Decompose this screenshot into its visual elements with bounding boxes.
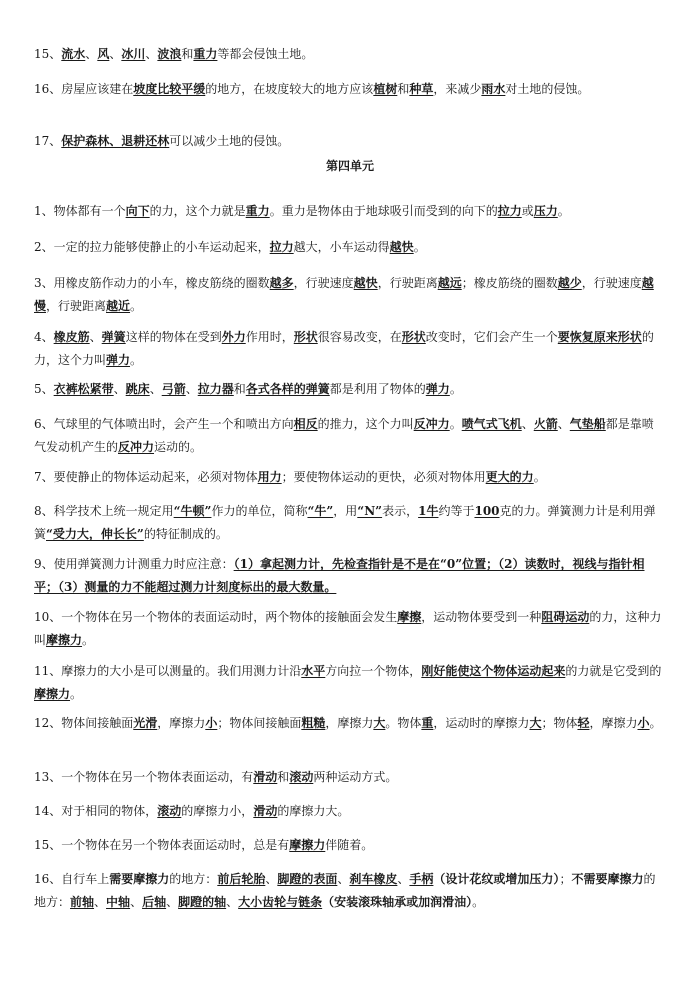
text-segment: 运动的。 <box>154 440 203 454</box>
text-segment: 很容易改变，在 <box>317 330 402 344</box>
text-segment: 表示， <box>382 504 419 518</box>
text-segment: 改变时，它们会产生一个 <box>425 330 558 344</box>
text-segment: 。物体 <box>385 716 422 730</box>
underlined-term: 大小齿轮与链条 <box>238 895 323 909</box>
paragraph-u4-11 <box>34 660 664 706</box>
text-segment: 的摩擦力小， <box>181 804 254 818</box>
text-segment: 的力，这个力叫 <box>34 330 654 367</box>
underlined-term: 压力 <box>533 204 558 218</box>
text-segment: 、 <box>265 872 278 886</box>
underlined-term: “牛” <box>307 504 334 518</box>
text-segment: ，运动物体要受到一种 <box>421 610 542 624</box>
underlined-term: 粗糙 <box>301 716 326 730</box>
text-segment: 或 <box>521 204 534 218</box>
text-segment: 。 <box>557 204 570 218</box>
text-segment: 、 <box>337 872 350 886</box>
underlined-term: 摩擦力 <box>34 687 71 701</box>
underlined-term: 滚动 <box>289 770 314 784</box>
paragraph-u4-3 <box>34 272 664 318</box>
text-segment: 。 <box>649 716 662 730</box>
text-segment: 6、气球里的气体喷出时，会产生一个和喷出方向 <box>34 417 294 431</box>
text-segment: 、 <box>521 417 534 431</box>
underlined-term: 大 <box>373 716 386 730</box>
underlined-term: 跳床 <box>125 382 150 396</box>
paragraph-u3-15 <box>34 43 664 66</box>
paragraph-u4-12 <box>34 712 664 735</box>
text-segment: ；橡皮筋绕的圈数 <box>461 276 558 290</box>
underlined-term: 反冲力 <box>413 417 450 431</box>
text-segment: 8、科学技术上统一规定用 <box>34 504 174 518</box>
text-segment: 和 <box>181 47 194 61</box>
underlined-term: 滑动 <box>253 770 278 784</box>
underlined-term: 越远 <box>437 276 462 290</box>
text-segment: 约等于 <box>438 504 475 518</box>
underlined-term: 越快 <box>353 276 378 290</box>
bold-text: （安装滚珠轴承或加润滑油） <box>322 895 473 909</box>
bold-text: 需要摩擦力 <box>109 872 170 886</box>
text-segment: 都是靠喷气发动机产生的 <box>34 417 654 454</box>
underlined-term: 手柄 <box>409 872 434 886</box>
underlined-term: 雨水 <box>481 82 506 96</box>
underlined-term: 更大的力 <box>485 470 534 484</box>
text-segment: 。 <box>130 353 143 367</box>
underlined-term: 形状 <box>401 330 426 344</box>
underlined-term: 拉力 <box>497 204 522 218</box>
text-segment: 3、用橡皮筋作动力的小车，橡皮筋绕的圈数 <box>34 276 270 290</box>
text-segment: ，行驶距离 <box>377 276 438 290</box>
underlined-term: 越快 <box>389 240 414 254</box>
text-segment: 、 <box>94 895 107 909</box>
text-segment: 、 <box>85 47 98 61</box>
underlined-term: 前后轮胎 <box>217 872 266 886</box>
underlined-term: 气垫船 <box>569 417 606 431</box>
underlined-term: （1）拿起测力计，先检查指针是不是在“0”位置；（2）读数时，视线与指针相平；（3）测量的力不能超过测力计刻度标出的最大数量。 <box>34 557 645 594</box>
underlined-term: 摩擦 <box>397 610 422 624</box>
underlined-term: 后轴 <box>142 895 167 909</box>
underlined-term: 植树 <box>373 82 398 96</box>
text-segment: 和 <box>233 382 246 396</box>
text-segment: ，运动时的摩擦力 <box>433 716 530 730</box>
text-segment: 11、摩擦力的大小是可以测量的。我们用测力计沿 <box>34 664 302 678</box>
text-segment: 、 <box>145 47 158 61</box>
text-segment: 2、一定的拉力能够使静止的小车运动起来， <box>34 240 270 254</box>
underlined-term: 橡皮筋 <box>53 330 90 344</box>
underlined-term: 脚蹬的轴 <box>178 895 227 909</box>
bold-text: 不需要摩擦力 <box>571 872 644 886</box>
text-segment: ，摩擦力 <box>157 716 206 730</box>
text-segment: 的力就是它受到的 <box>565 664 662 678</box>
text-segment: 、 <box>130 895 143 909</box>
underlined-term: 弹力 <box>106 353 131 367</box>
underlined-term: 用力 <box>257 470 282 484</box>
text-segment: 、 <box>149 382 162 396</box>
underlined-term: 外力 <box>221 330 246 344</box>
underlined-term: 摩擦力 <box>289 838 326 852</box>
paragraph-u4-1 <box>34 200 664 223</box>
text-segment: 10、一个物体在另一个物体的表面运动时，两个物体的接触面会发生 <box>34 610 398 624</box>
underlined-term: “牛顿” <box>173 504 212 518</box>
text-segment: ，摩擦力 <box>325 716 374 730</box>
text-segment: 、 <box>226 895 239 909</box>
underlined-term: 弓箭 <box>161 382 186 396</box>
text-segment: 13、一个物体在另一个物体表面运动，有 <box>34 770 254 784</box>
underlined-term: 保护森林、退耕还林 <box>61 134 170 148</box>
text-segment: 、 <box>109 47 122 61</box>
text-segment: 14、对于相同的物体， <box>34 804 158 818</box>
text-segment: ，行驶速度 <box>293 276 354 290</box>
text-segment: 越大，小车运动得 <box>293 240 390 254</box>
underlined-term: 弹力 <box>425 382 450 396</box>
text-segment: 16、自行车上 <box>34 872 110 886</box>
text-segment: 、 <box>89 330 102 344</box>
text-segment: 对土地的侵蚀。 <box>505 82 590 96</box>
underlined-term: “受力大，伸长长” <box>46 527 144 541</box>
text-segment: 克的力。弹簧测力计是利用弹簧 <box>34 504 656 541</box>
underlined-term: 水平 <box>301 664 326 678</box>
paragraph-u4-6 <box>34 413 664 459</box>
paragraph-u3-16 <box>34 78 664 101</box>
underlined-term: 中轴 <box>106 895 131 909</box>
text-segment: 。 <box>449 417 462 431</box>
underlined-term: 大 <box>529 716 542 730</box>
text-segment: 12、物体间接触面 <box>34 716 134 730</box>
text-segment: 。 <box>70 687 83 701</box>
text-segment: 。重力是物体由于地球吸引而受到的向下的 <box>269 204 498 218</box>
text-segment: 的地方，在坡度较大的地方应该 <box>205 82 374 96</box>
underlined-term: 前轴 <box>70 895 95 909</box>
text-segment: 作用时， <box>245 330 294 344</box>
paragraph-u4-8 <box>34 500 664 546</box>
text-segment: 的摩擦力大。 <box>277 804 350 818</box>
underlined-term: 小 <box>205 716 218 730</box>
text-segment: 的地方： <box>34 872 656 909</box>
text-segment: 和 <box>397 82 410 96</box>
text-segment: 、 <box>557 417 570 431</box>
paragraph-u3-17 <box>34 130 664 153</box>
text-segment: 和 <box>277 770 290 784</box>
text-segment: 方向拉一个物体， <box>325 664 422 678</box>
text-segment: ；物体间接触面 <box>217 716 302 730</box>
text-segment: ；物体 <box>541 716 578 730</box>
underlined-term: 波浪 <box>157 47 182 61</box>
text-segment: 。 <box>130 299 143 313</box>
underlined-term: 向下 <box>125 204 150 218</box>
paragraph-u4-7 <box>34 466 664 489</box>
text-segment: 的力，这种力叫 <box>34 610 662 647</box>
text-segment: 15、一个物体在另一个物体表面运动时，总是有 <box>34 838 290 852</box>
underlined-term: 光滑 <box>133 716 158 730</box>
underlined-term: 反冲力 <box>118 440 155 454</box>
text-segment: ； <box>559 872 572 886</box>
underlined-term: 滚动 <box>157 804 182 818</box>
underlined-term: 重 <box>421 716 434 730</box>
underlined-term: 越多 <box>269 276 294 290</box>
text-segment: 伴随着。 <box>325 838 374 852</box>
text-segment: ，来减少 <box>433 82 482 96</box>
bold-text: （设计花纹或增加压力） <box>433 872 560 886</box>
paragraph-u4-10 <box>34 606 664 652</box>
paragraph-u4-16 <box>34 868 664 914</box>
text-segment: 、 <box>166 895 179 909</box>
text-segment: 等都会侵蚀土地。 <box>217 47 314 61</box>
text-segment: 的推力，这个力叫 <box>317 417 414 431</box>
underlined-term: 小 <box>637 716 650 730</box>
text-segment: 17、 <box>34 134 62 148</box>
underlined-term: 各式各样的弹簧 <box>245 382 330 396</box>
underlined-term: 滑动 <box>253 804 278 818</box>
text-segment: 。 <box>472 895 485 909</box>
text-segment: 1、物体都有一个 <box>34 204 126 218</box>
text-segment: 4、 <box>34 330 54 344</box>
underlined-term: 越少 <box>557 276 582 290</box>
underlined-term: 轻 <box>577 716 590 730</box>
underlined-term: 1牛 <box>418 504 439 518</box>
text-segment: 。 <box>82 633 95 647</box>
underlined-term: 流水 <box>61 47 86 61</box>
underlined-term: 冰川 <box>121 47 146 61</box>
underlined-term: 越慢 <box>34 276 654 313</box>
underlined-term: 拉力器 <box>197 382 234 396</box>
underlined-term: 脚蹬的表面 <box>277 872 338 886</box>
text-segment: 作力的单位，简称 <box>211 504 308 518</box>
text-segment: 。 <box>533 470 546 484</box>
paragraph-u4-4 <box>34 326 664 372</box>
paragraph-u4-9 <box>34 553 664 599</box>
underlined-term: 喷气式飞机 <box>461 417 522 431</box>
underlined-term: 重力 <box>245 204 270 218</box>
text-segment: ，摩擦力 <box>589 716 638 730</box>
text-segment: 可以减少土地的侵蚀。 <box>169 134 290 148</box>
underlined-term: 越近 <box>106 299 131 313</box>
underlined-term: 衣裤松紧带 <box>53 382 114 396</box>
paragraph-u4-13 <box>34 766 664 789</box>
section-title: 第四单元 <box>325 159 374 173</box>
underlined-term: 阻碍运动 <box>541 610 590 624</box>
text-segment: ；要使物体运动的更快，必须对物体用 <box>281 470 486 484</box>
paragraph-u4-15 <box>34 834 664 857</box>
underlined-term: 刚好能使这个物体运动起来 <box>421 664 566 678</box>
text-segment: 的特征制成的。 <box>143 527 228 541</box>
underlined-term: 相反 <box>293 417 318 431</box>
paragraph-u4-14 <box>34 800 664 823</box>
underlined-term: 100 <box>474 504 500 518</box>
text-segment: 、 <box>185 382 198 396</box>
underlined-term: “N” <box>357 504 383 518</box>
text-segment: 7、要使静止的物体运动起来，必须对物体 <box>34 470 258 484</box>
text-segment: ，用 <box>333 504 358 518</box>
text-segment: 15、 <box>34 47 62 61</box>
underlined-term: 坡度比较平缓 <box>133 82 206 96</box>
underlined-term: 弹簧 <box>101 330 126 344</box>
paragraph-u4-2 <box>34 236 664 259</box>
text-segment: 9、使用弹簧测力计测重力时应注意： <box>34 557 234 571</box>
text-segment: 两种运动方式。 <box>313 770 398 784</box>
text-segment: 、 <box>397 872 410 886</box>
underlined-term: 要恢复原来形状 <box>557 330 642 344</box>
underlined-term: 重力 <box>193 47 218 61</box>
underlined-term: 火箭 <box>533 417 558 431</box>
text-segment: ，行驶速度 <box>581 276 642 290</box>
underlined-term: 刹车橡皮 <box>349 872 398 886</box>
text-segment: 这样的物体在受到 <box>125 330 222 344</box>
underlined-term: 种草 <box>409 82 434 96</box>
text-segment: 5、 <box>34 382 54 396</box>
text-segment: 的力，这个力就是 <box>149 204 246 218</box>
underlined-term: 摩擦力 <box>46 633 83 647</box>
underlined-term: 风 <box>97 47 110 61</box>
underlined-term: 形状 <box>293 330 318 344</box>
text-segment: 。 <box>449 382 462 396</box>
text-segment: 。 <box>413 240 426 254</box>
text-segment: ，行驶距离 <box>46 299 107 313</box>
underlined-term: 拉力 <box>269 240 294 254</box>
paragraph-u4-5 <box>34 378 664 401</box>
text-segment: 都是利用了物体的 <box>329 382 426 396</box>
text-segment: 16、房屋应该建在 <box>34 82 134 96</box>
text-segment: 的地方： <box>169 872 218 886</box>
text-segment: 、 <box>113 382 126 396</box>
